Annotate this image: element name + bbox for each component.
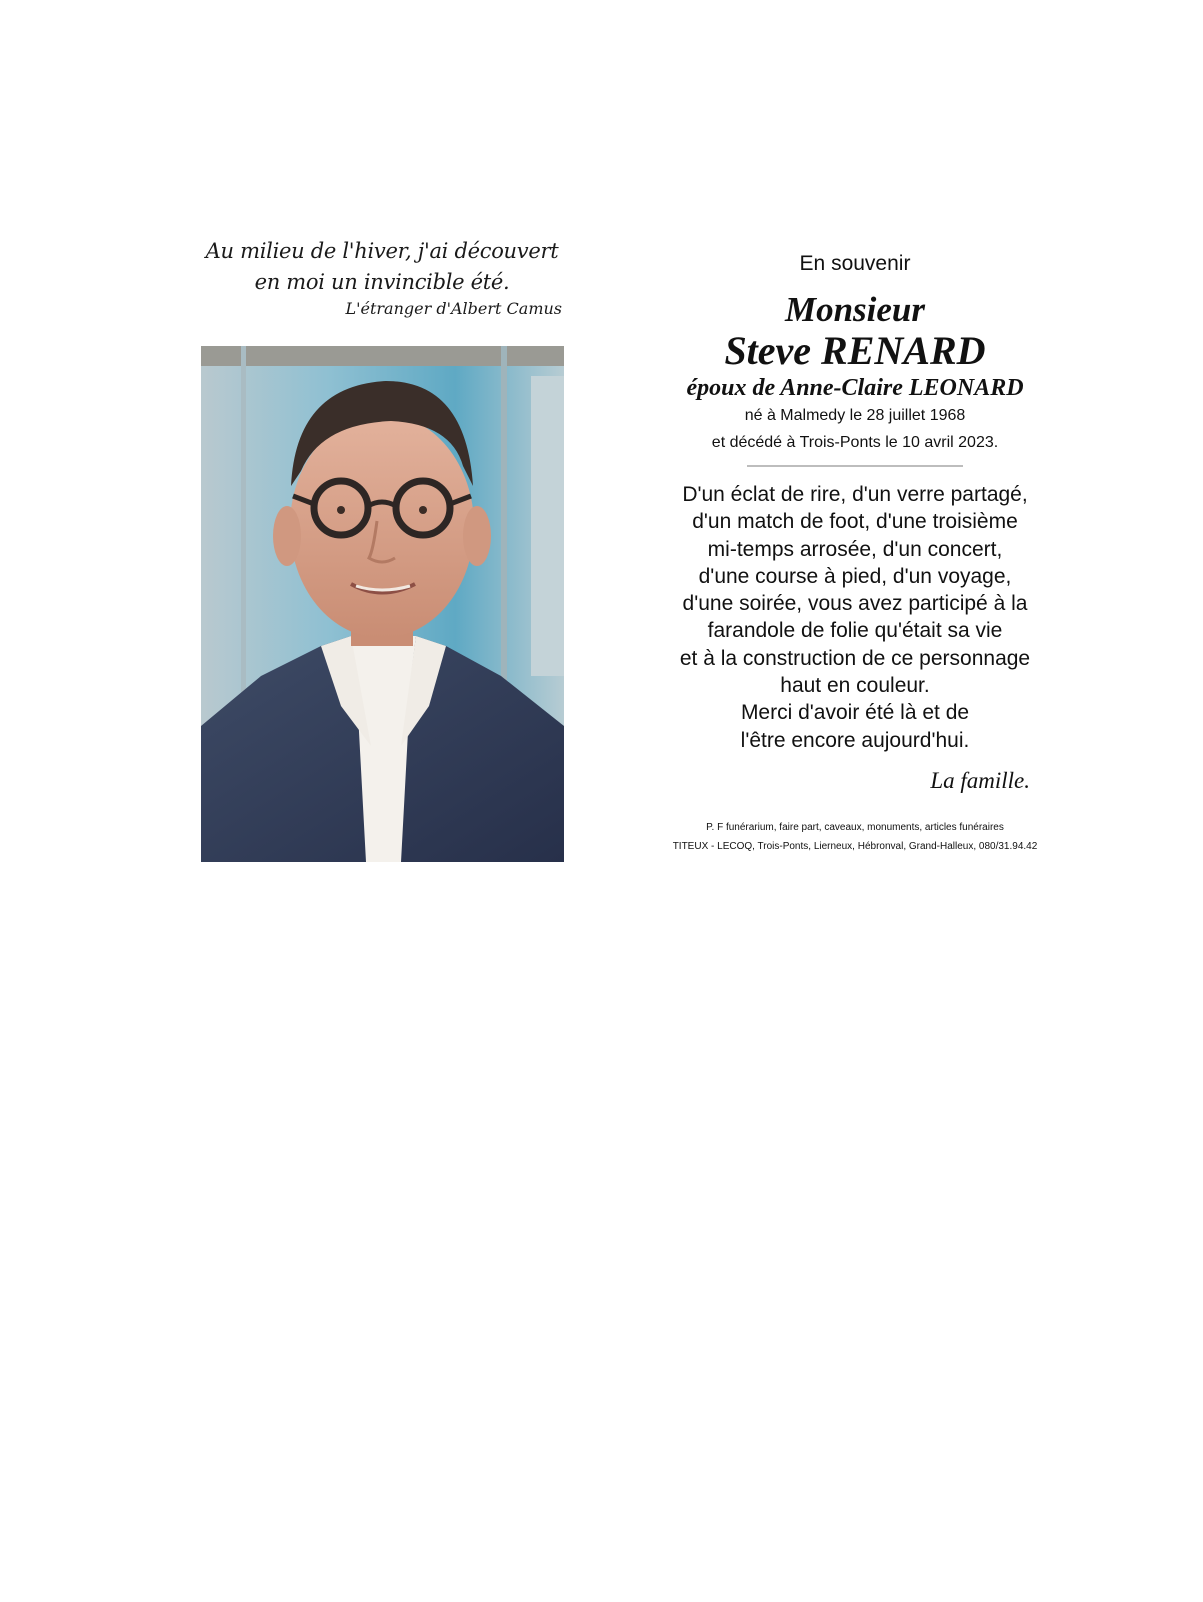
- death-line: et décédé à Trois-Ponts le 10 avril 2023.: [711, 434, 999, 451]
- message-line: haut en couleur.: [780, 674, 930, 698]
- portrait-photo: [201, 346, 564, 862]
- spouse-line: époux de Anne-Claire LEONARD: [686, 375, 1024, 401]
- birth-line: né à Malmedy le 28 juillet 1968: [744, 407, 966, 424]
- family-signature: La famille.: [930, 767, 1030, 793]
- message-line: mi-temps arrosée, d'un concert,: [707, 537, 1003, 561]
- message-line: d'un match de foot, d'une troisième: [692, 510, 1018, 534]
- funeral-home-footer: [640, 818, 1070, 856]
- message-line: Merci d'avoir été là et de: [740, 701, 970, 725]
- message-line: D'un éclat de rire, d'un verre partagé,: [682, 483, 1028, 506]
- message-line: d'une soirée, vous avez participé à la: [682, 592, 1028, 616]
- message-line: farandole de folie qu'était sa vie: [707, 619, 1003, 643]
- deceased-name: Steve RENARD: [724, 328, 986, 373]
- epigraph-quote: [200, 236, 564, 320]
- honorific-title: Monsieur: [784, 290, 926, 329]
- quote-line-2: en moi un invincible été.: [254, 270, 510, 294]
- footer-line-contact: TITEUX - LECOQ, Trois-Ponts, Lierneux, Hébronval, Grand-Halleux, 080/31.94.42: [672, 840, 1038, 852]
- divider-line: [747, 465, 963, 467]
- message-line: d'une course à pied, d'un voyage,: [698, 564, 1012, 588]
- intro-text: En souvenir: [799, 252, 911, 275]
- message-line: l'être encore aujourd'hui.: [740, 728, 970, 752]
- memorial-text: [640, 248, 1070, 856]
- quote-author: L'étranger d'Albert Camus: [345, 299, 562, 318]
- portrait-illustration: [201, 346, 564, 862]
- message-line: et à la construction de ce personnage: [679, 646, 1031, 670]
- tribute-message: [640, 481, 1070, 754]
- footer-line-services: P. F funérarium, faire part, caveaux, monuments, articles funéraires: [706, 821, 1004, 833]
- quote-line-1: Au milieu de l'hiver, j'ai découvert: [205, 239, 559, 263]
